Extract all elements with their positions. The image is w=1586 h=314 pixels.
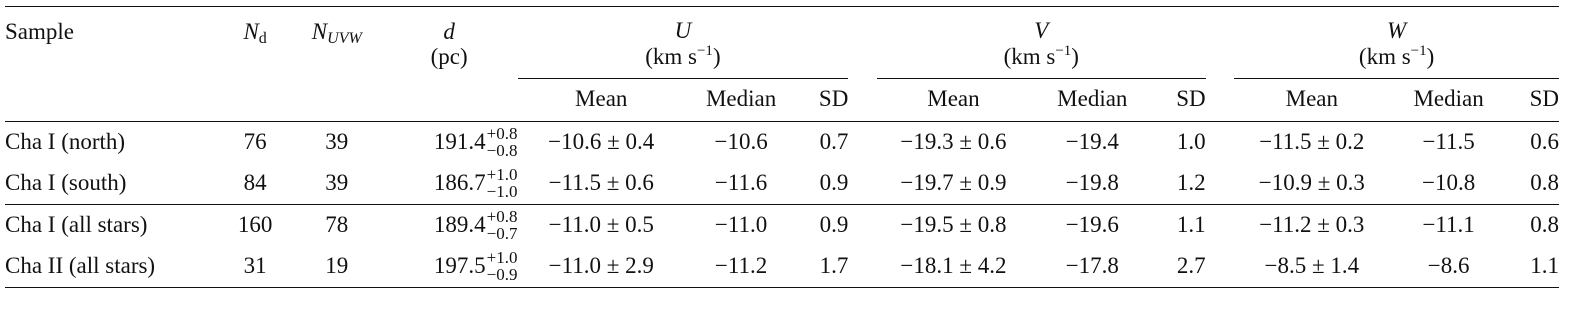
cell-nd: 84 xyxy=(243,170,267,196)
cell-w-median: −11.1 xyxy=(1422,212,1475,238)
cell-u-mean: −11.5 ± 0.6 xyxy=(548,170,654,196)
cell-nuvw: 19 xyxy=(325,253,349,279)
cell-u-sd: 0.9 xyxy=(819,170,849,196)
col-header-nd: $N_d$ xyxy=(243,19,267,47)
cell-sample: Cha I (north) xyxy=(5,129,126,155)
col-header-distance: d (pc) xyxy=(430,19,468,70)
cell-w-sd: 0.6 xyxy=(1530,129,1559,155)
cell-u-median: −11.0 xyxy=(714,212,768,238)
cell-v-mean: −18.1 ± 4.2 xyxy=(900,253,1007,279)
cell-distance: 189.4 +0.8 −0.7 xyxy=(433,207,518,244)
cell-v-sd: 1.0 xyxy=(1176,129,1206,155)
table-row xyxy=(5,163,1559,205)
cell-u-mean: −10.6 ± 0.4 xyxy=(548,129,655,155)
table-row xyxy=(5,246,1559,288)
cell-u-mean: −11.0 ± 2.9 xyxy=(548,253,654,279)
cell-w-sd: 0.8 xyxy=(1530,170,1559,196)
cell-v-sd: 2.7 xyxy=(1176,253,1206,279)
cell-v-mean: −19.5 ± 0.8 xyxy=(900,212,1007,238)
cell-sample: Cha II (all stars) xyxy=(5,253,156,279)
cell-nuvw: 78 xyxy=(325,212,349,238)
results-table xyxy=(5,6,1559,288)
cell-v-mean: −19.7 ± 0.9 xyxy=(900,170,1007,196)
cell-nuvw: 39 xyxy=(325,129,349,155)
header-row xyxy=(5,7,1559,79)
col-header-u-mean: Mean xyxy=(575,85,628,111)
cell-w-mean: −11.5 ± 0.2 xyxy=(1259,129,1365,155)
cell-v-median: −19.6 xyxy=(1065,212,1119,238)
cell-w-median: −10.8 xyxy=(1422,170,1476,196)
cell-v-median: −19.4 xyxy=(1065,129,1119,155)
cell-sample: Cha I (all stars) xyxy=(5,212,148,238)
cell-v-sd: 1.2 xyxy=(1176,170,1206,196)
subheader-row xyxy=(5,79,1559,122)
cell-w-mean: −11.2 ± 0.3 xyxy=(1259,212,1365,238)
col-group-u: U (km $s^{-1}$) xyxy=(518,7,849,79)
cell-w-mean: −10.9 ± 0.3 xyxy=(1258,170,1365,196)
col-header-u-median: Median xyxy=(705,85,777,111)
cell-distance: 186.7 +1.0 −1.0 xyxy=(433,165,518,202)
cell-v-mean: −19.3 ± 0.6 xyxy=(900,129,1007,155)
col-header-u-sd: SD xyxy=(818,85,849,111)
cell-v-median: −19.8 xyxy=(1065,170,1119,196)
cell-u-sd: 1.7 xyxy=(819,253,849,279)
cell-w-sd: 1.1 xyxy=(1530,253,1559,279)
cell-distance: 197.5 +1.0 −0.9 xyxy=(433,248,518,285)
cell-nd: 76 xyxy=(243,129,267,155)
cell-u-sd: 0.7 xyxy=(819,129,849,155)
cell-u-median: −11.6 xyxy=(714,170,768,196)
col-header-w-median: Median xyxy=(1413,85,1484,111)
cell-v-sd: 1.1 xyxy=(1176,212,1206,238)
cell-v-median: −17.8 xyxy=(1065,253,1119,279)
cell-u-median: −10.6 xyxy=(714,129,768,155)
col-header-v-mean: Mean xyxy=(927,85,980,111)
col-group-w: W (km $s^{-1}$) xyxy=(1234,7,1559,79)
cell-nd: 31 xyxy=(243,253,267,279)
cell-w-sd: 0.8 xyxy=(1530,212,1559,238)
col-header-v-median: Median xyxy=(1057,85,1128,111)
col-group-v: V (km $s^{-1}$) xyxy=(877,7,1206,79)
col-header-v-sd: SD xyxy=(1176,85,1206,111)
table-row xyxy=(5,204,1559,246)
cell-w-median: −11.5 xyxy=(1422,129,1475,155)
col-header-w-mean: Mean xyxy=(1285,85,1338,111)
col-header-nuvw: NUVW xyxy=(311,19,362,47)
col-header-sample: Sample xyxy=(5,19,74,44)
cell-u-median: −11.2 xyxy=(714,253,768,279)
col-header-w-sd: SD xyxy=(1529,85,1559,111)
table-row xyxy=(5,121,1559,163)
cell-w-median: −8.6 xyxy=(1427,253,1470,279)
cell-nuvw: 39 xyxy=(325,170,349,196)
cell-u-sd: 0.9 xyxy=(819,212,849,238)
cell-distance: 191.4 +0.8 −0.8 xyxy=(433,124,518,161)
cell-nd: 160 xyxy=(237,212,273,238)
cell-w-mean: −8.5 ± 1.4 xyxy=(1264,253,1360,279)
cell-u-mean: −11.0 ± 0.5 xyxy=(548,212,654,238)
cell-sample: Cha I (south) xyxy=(5,170,127,196)
